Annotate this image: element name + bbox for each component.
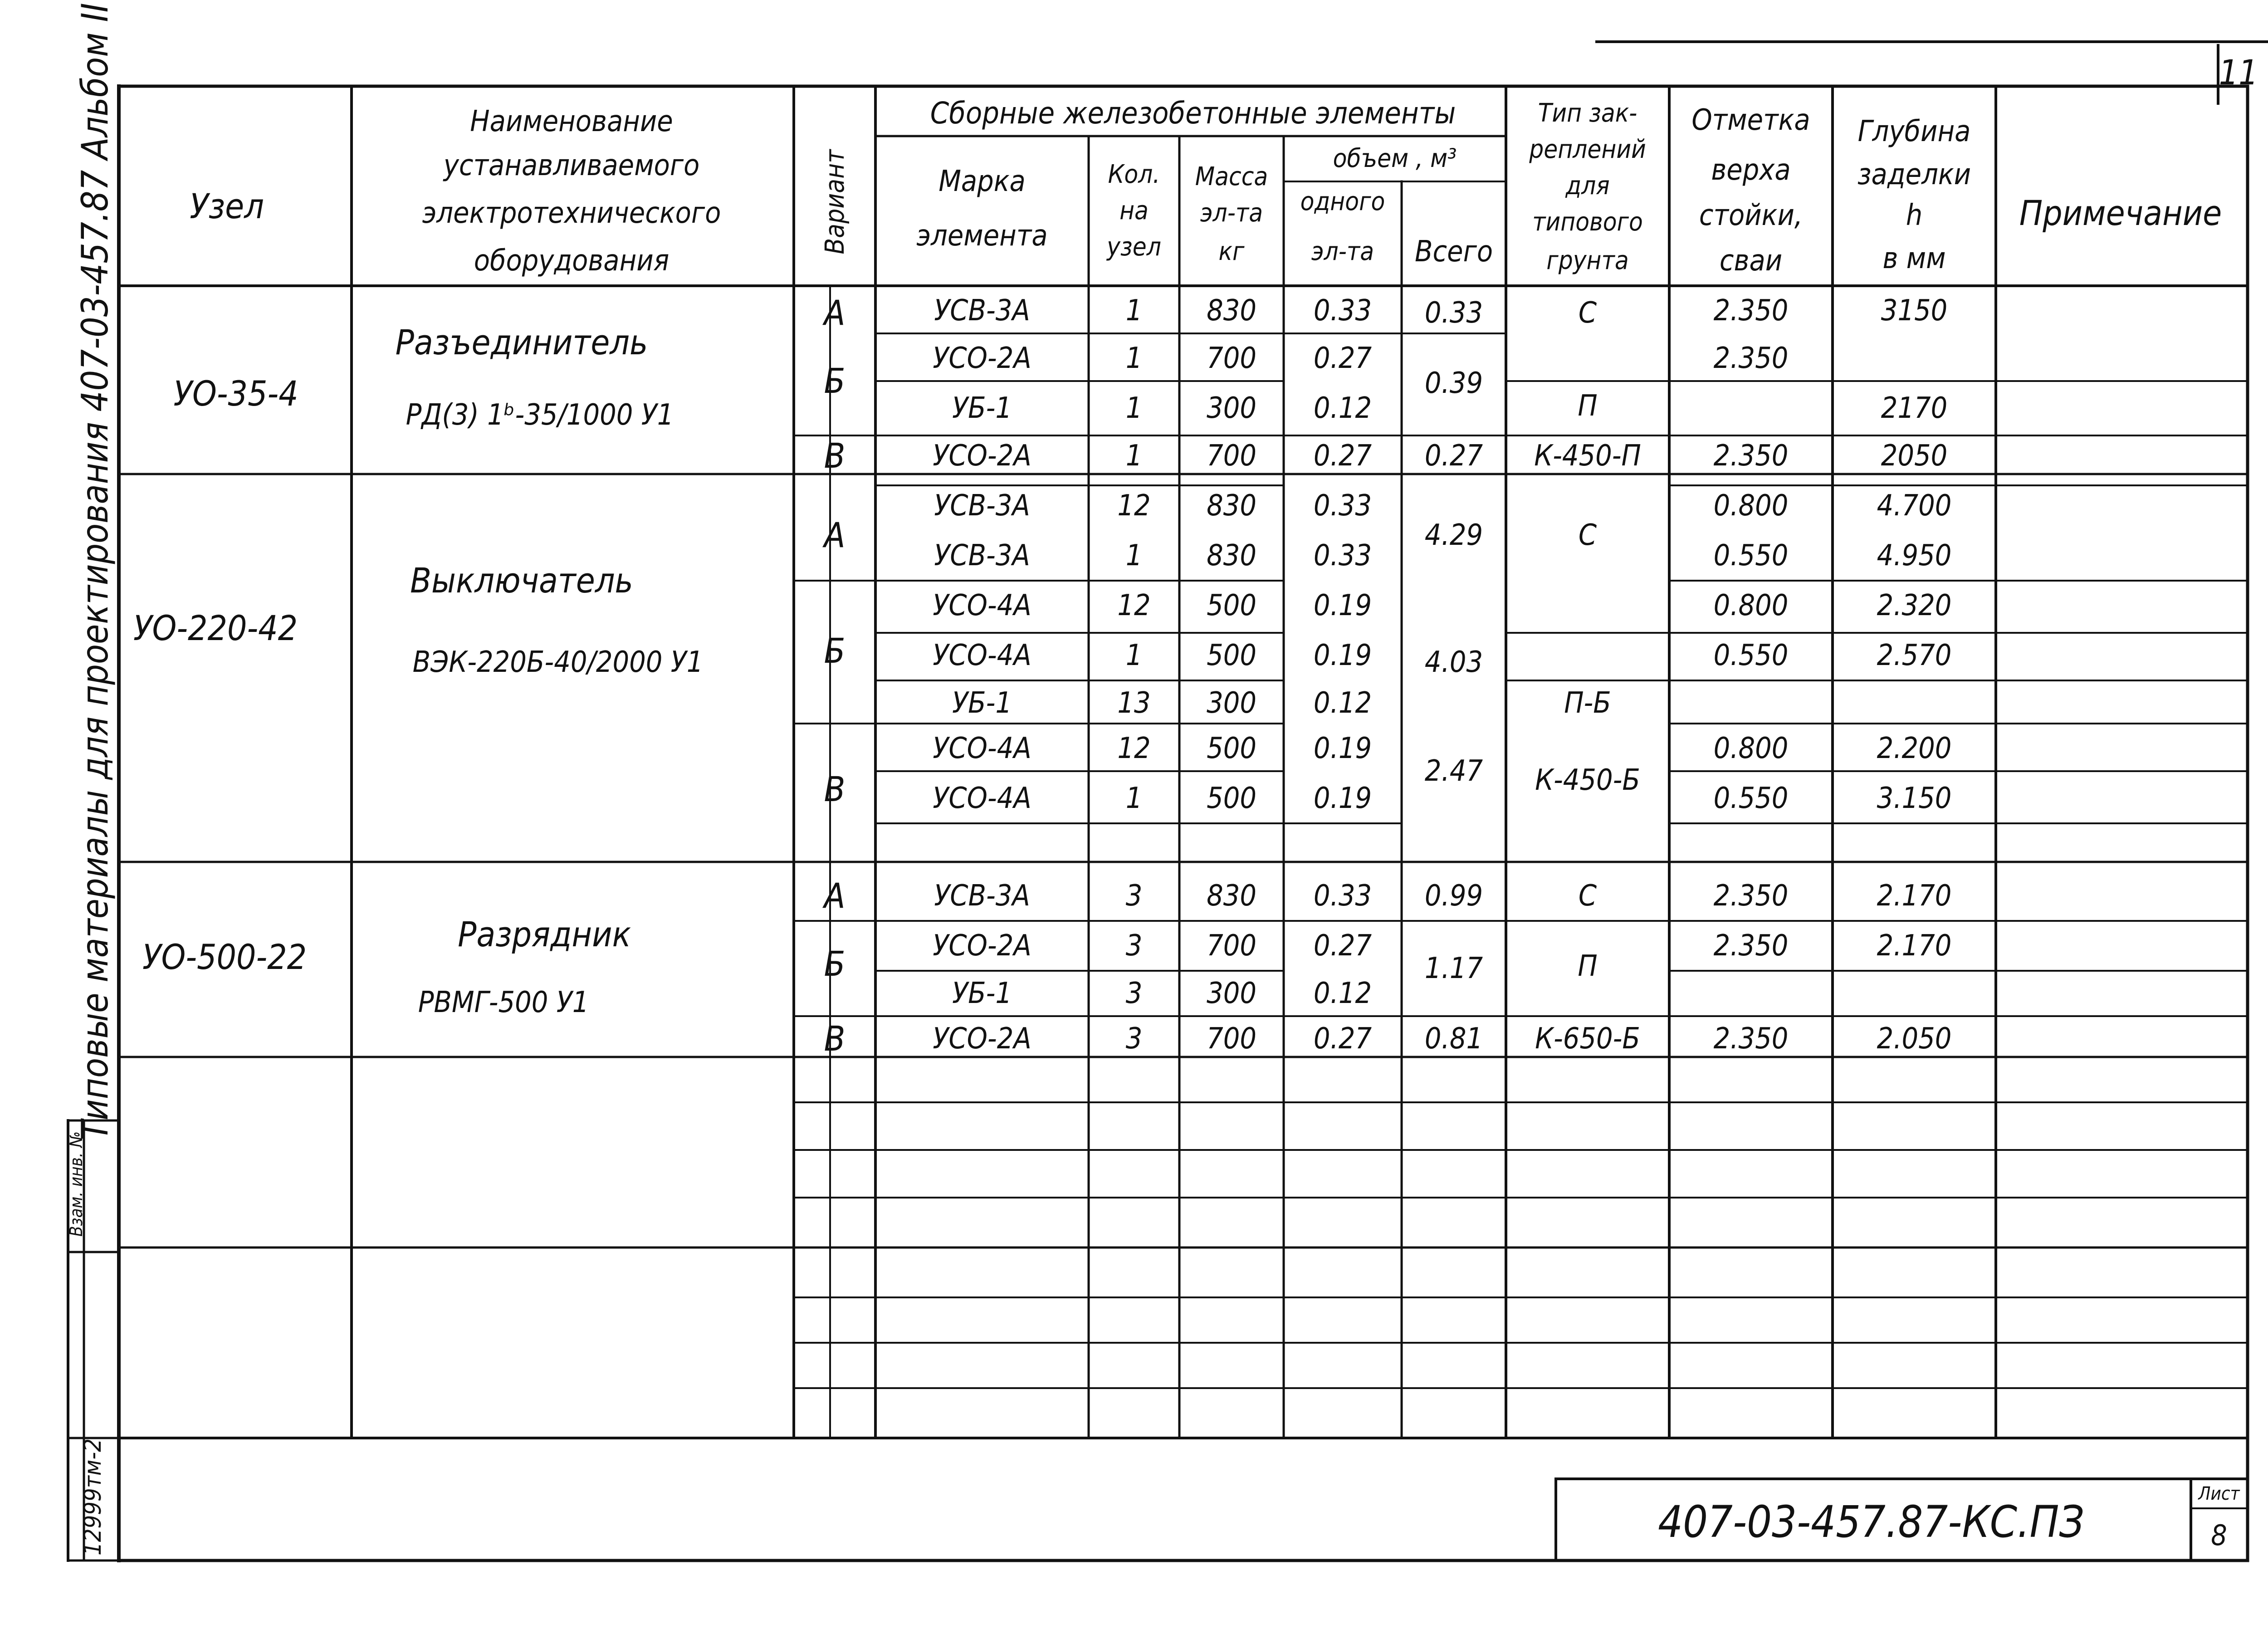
document-code: 407-03-457.87-КС.ПЗ (1658, 1497, 2084, 1547)
qty-cell: 3 (1125, 879, 1143, 913)
header-type-line-5: грунта (1546, 246, 1629, 275)
mass-cell: 700 (1207, 929, 1256, 963)
depth-cell: 2.570 (1877, 639, 1952, 672)
mass-cell: 700 (1207, 439, 1256, 473)
equipment-name-1: Разъединитель (395, 322, 648, 362)
mark-cell: УСО-2А (933, 342, 1031, 375)
vol-total-cell: 4.03 (1424, 646, 1483, 679)
header-elev-line-2: верха (1711, 153, 1791, 187)
qty-cell: 3 (1125, 977, 1143, 1010)
depth-cell: 2.200 (1877, 732, 1952, 765)
fixing-type-cell: С (1578, 296, 1597, 330)
vol-one-cell: 0.33 (1313, 879, 1372, 913)
vol-one-cell: 0.19 (1313, 639, 1372, 672)
depth-cell: 2.050 (1877, 1022, 1952, 1056)
equipment-model-3: РВМГ-500 У1 (418, 986, 589, 1019)
header-vol-one-line-1: одного (1300, 187, 1385, 216)
vol-one-cell: 0.19 (1313, 732, 1372, 765)
mass-cell: 700 (1207, 342, 1256, 375)
qty-cell: 12 (1117, 489, 1151, 523)
header-equipment-line-3: электротехнического (422, 196, 721, 230)
fixing-type-cell: П-Б (1564, 686, 1611, 720)
elevation-cell: 0.550 (1713, 639, 1789, 672)
variant-cell: А (824, 515, 846, 555)
node-3: УО-500-22 (142, 937, 307, 977)
mark-cell: УСО-4А (933, 782, 1031, 815)
header-vol-total: Всего (1414, 235, 1493, 269)
vol-total-cell: 0.39 (1424, 367, 1483, 400)
header-mass-line-1: Масса (1195, 162, 1268, 191)
mass-cell: 500 (1207, 639, 1256, 672)
fixing-type-cell: П (1578, 389, 1598, 423)
equipment-model-2: ВЭК-220Б-40/2000 У1 (412, 646, 704, 679)
mark-cell: УСО-4А (933, 589, 1031, 622)
header-depth-line-2: заделки (1857, 158, 1971, 191)
mark-cell: УСВ-3А (934, 294, 1030, 328)
variant-cell: Б (824, 361, 846, 401)
mass-cell: 830 (1207, 539, 1256, 572)
mass-cell: 500 (1207, 589, 1256, 622)
vol-total-cell: 4.29 (1424, 519, 1483, 552)
side-stamp-label: Взам. инв. № (66, 1131, 86, 1237)
vol-one-cell: 0.27 (1313, 1022, 1372, 1056)
vol-total-cell: 1.17 (1424, 952, 1483, 985)
sheet-label: Лист (2198, 1483, 2240, 1504)
header-depth-line-4: в мм (1882, 242, 1946, 275)
vol-total-cell: 2.47 (1424, 754, 1483, 788)
vol-one-cell: 0.27 (1313, 342, 1372, 375)
elevation-cell: 2.350 (1713, 294, 1789, 328)
elevation-cell: 0.800 (1713, 732, 1789, 765)
fixing-type-cell: С (1578, 879, 1597, 913)
depth-cell: 2.320 (1877, 589, 1952, 622)
variant-cell: В (824, 1018, 846, 1059)
equipment-name-2: Выключатель (410, 560, 633, 601)
elevation-cell: 2.350 (1713, 879, 1789, 913)
variant-cell: А (824, 293, 846, 333)
mark-cell: УБ-1 (952, 391, 1012, 425)
inventory-number: 12999тм-2 (79, 1438, 107, 1556)
variant-cell: Б (824, 944, 846, 984)
mass-cell: 830 (1207, 489, 1256, 523)
mark-cell: УБ-1 (952, 977, 1012, 1010)
vol-one-cell: 0.33 (1313, 539, 1372, 572)
header-elev-line-3: стойки, (1699, 199, 1803, 232)
vol-one-cell: 0.12 (1313, 977, 1372, 1010)
depth-cell: 3150 (1881, 294, 1948, 328)
elevation-cell: 0.800 (1713, 489, 1789, 523)
mass-cell: 830 (1207, 879, 1256, 913)
header-mass-line-2: эл-та (1200, 198, 1263, 228)
qty-cell: 1 (1125, 639, 1143, 672)
fixing-type-cell: С (1578, 519, 1597, 552)
node-2: УО-220-42 (133, 608, 298, 648)
vol-one-cell: 0.19 (1313, 589, 1372, 622)
vol-total-cell: 0.99 (1424, 879, 1483, 913)
elevation-cell: 0.800 (1713, 589, 1789, 622)
header-qty-line-1: Кол. (1108, 160, 1160, 189)
vol-total-cell: 0.33 (1424, 296, 1483, 330)
depth-cell: 2.170 (1877, 929, 1952, 963)
depth-cell: 4.700 (1877, 489, 1952, 523)
depth-cell: 3.150 (1877, 782, 1952, 815)
header-depth-line-3: h (1906, 199, 1923, 232)
mark-cell: УСВ-3А (934, 879, 1030, 913)
header-volume: объем , м³ (1333, 144, 1457, 173)
vol-one-cell: 0.27 (1313, 439, 1372, 473)
header-depth-line-1: Глубина (1857, 115, 1971, 148)
header-elev-line-4: сваи (1719, 244, 1783, 278)
elevation-cell: 0.550 (1713, 782, 1789, 815)
vol-one-cell: 0.12 (1313, 686, 1372, 720)
fixing-type-cell: К-650-Б (1535, 1022, 1640, 1056)
side-title: Типовые материалы для проектирования 407-03-457.87 Альбом II (74, 3, 116, 1140)
qty-cell: 3 (1125, 1022, 1143, 1056)
variant-cell: Б (824, 631, 846, 671)
mass-cell: 300 (1207, 391, 1256, 425)
vol-total-cell: 0.81 (1424, 1022, 1483, 1056)
header-equipment-line-1: Наименование (470, 105, 673, 138)
elevation-cell: 2.350 (1713, 1022, 1789, 1056)
qty-cell: 13 (1117, 686, 1151, 720)
mass-cell: 700 (1207, 1022, 1256, 1056)
header-type-line-3: для (1565, 171, 1610, 201)
mark-cell: УБ-1 (952, 686, 1012, 720)
header-vol-one-line-2: эл-та (1311, 237, 1374, 266)
variant-cell: А (824, 876, 846, 916)
header-elev-line-1: Отметка (1691, 103, 1810, 137)
header-equipment-line-2: устанавливаемого (443, 149, 700, 182)
qty-cell: 1 (1125, 539, 1143, 572)
mark-cell: УСО-4А (933, 732, 1031, 765)
qty-cell: 1 (1125, 391, 1143, 425)
header-qty-line-3: узел (1107, 232, 1161, 262)
mass-cell: 500 (1207, 732, 1256, 765)
qty-cell: 12 (1117, 589, 1151, 622)
depth-cell: 2170 (1881, 391, 1948, 425)
mass-cell: 500 (1207, 782, 1256, 815)
qty-cell: 1 (1125, 782, 1143, 815)
elevation-cell: 2.350 (1713, 342, 1789, 375)
variant-cell: В (824, 435, 846, 476)
header-type-line-1: Тип зак- (1538, 98, 1637, 128)
depth-cell: 2050 (1881, 439, 1948, 473)
mass-cell: 300 (1207, 977, 1256, 1010)
depth-cell: 2.170 (1877, 879, 1952, 913)
equipment-name-3: Разрядник (458, 914, 631, 954)
qty-cell: 1 (1125, 439, 1143, 473)
mass-cell: 300 (1207, 686, 1256, 720)
fixing-type-cell: К-450-П (1534, 439, 1641, 473)
header-type-line-4: типового (1532, 207, 1643, 237)
depth-cell: 4.950 (1877, 539, 1952, 572)
fixing-type-cell: П (1578, 949, 1598, 983)
mass-cell: 830 (1207, 294, 1256, 328)
mark-cell: УСО-4А (933, 639, 1031, 672)
mark-cell: УСВ-3А (934, 489, 1030, 523)
header-variant: Вариант (819, 149, 850, 254)
mark-cell: УСО-2А (933, 1022, 1031, 1056)
vol-one-cell: 0.12 (1313, 391, 1372, 425)
qty-cell: 1 (1125, 294, 1143, 328)
vol-one-cell: 0.19 (1313, 782, 1372, 815)
header-mark-line-2: элемента (916, 219, 1048, 253)
elevation-cell: 0.550 (1713, 539, 1789, 572)
equipment-model-1: РД(3) 1ᵇ-35/1000 У1 (406, 398, 674, 432)
vol-total-cell: 0.27 (1424, 439, 1483, 473)
header-node: Узел (190, 186, 264, 226)
qty-cell: 12 (1117, 732, 1151, 765)
sheet-value: 8 (2211, 1519, 2227, 1552)
header-equipment-line-4: оборудования (474, 244, 670, 278)
vol-one-cell: 0.27 (1313, 929, 1372, 963)
header-mass-line-3: кг (1218, 237, 1245, 266)
mark-cell: УСВ-3А (934, 539, 1030, 572)
fixing-type-cell: К-450-Б (1535, 763, 1640, 797)
node-1: УО-35-4 (173, 373, 298, 414)
vol-one-cell: 0.33 (1313, 489, 1372, 523)
mark-cell: УСО-2А (933, 439, 1031, 473)
vol-one-cell: 0.33 (1313, 294, 1372, 328)
mark-cell: УСО-2А (933, 929, 1031, 963)
header-mark-line-1: Марка (938, 165, 1026, 198)
elevation-cell: 2.350 (1713, 439, 1789, 473)
header-qty-line-2: на (1119, 196, 1149, 225)
elevation-cell: 2.350 (1713, 929, 1789, 963)
header-note: Примечание (2019, 193, 2222, 233)
variant-cell: В (824, 769, 846, 809)
qty-cell: 3 (1125, 929, 1143, 963)
sheet-number: 11 (2219, 52, 2258, 93)
qty-cell: 1 (1125, 342, 1143, 375)
header-type-line-2: реплений (1529, 135, 1646, 164)
header-group: Сборные железобетонные элементы (930, 96, 1456, 131)
